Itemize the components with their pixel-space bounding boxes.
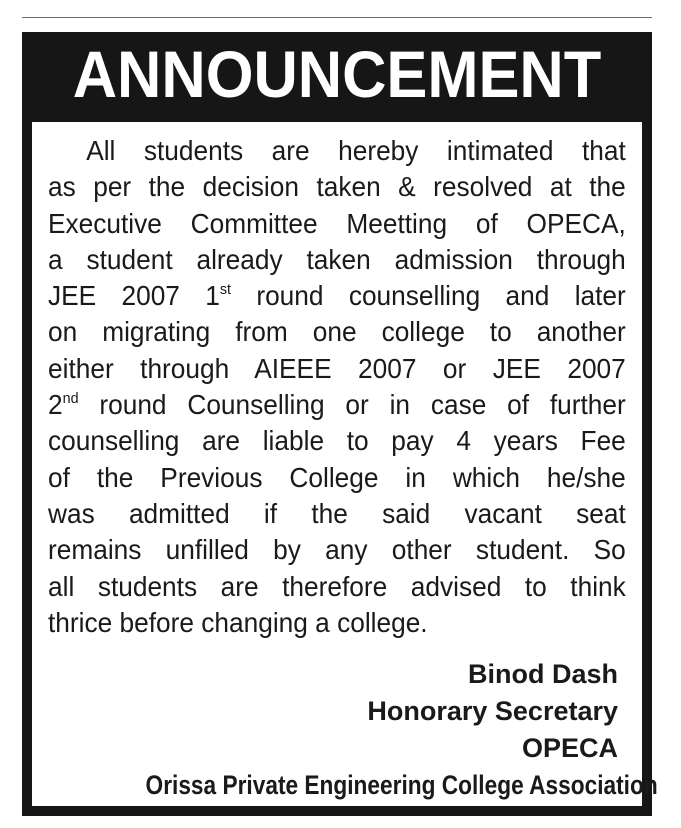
signatory-name: Binod Dash (467, 659, 618, 689)
body-line-part: round Counselling or in case of further (78, 389, 626, 421)
body-line: on migrating from one college to another (48, 316, 626, 348)
signature-block (367, 656, 618, 767)
body-line: a student already taken admission through (48, 243, 626, 275)
body-line-part: round counselling and later (231, 280, 626, 312)
body-line: Executive Committee Meetting of OPECA, (48, 207, 626, 239)
body-line: either through AIEEE 2007 or JEE 2007 (48, 352, 626, 384)
signatory-org-short: OPECA (521, 733, 618, 763)
body-line: remains unfilled by any other student. So (48, 534, 626, 566)
body-line: as per the decision taken & resolved at the (48, 171, 626, 203)
announcement-box (22, 32, 658, 816)
association-name-line (48, 768, 658, 802)
body-line: was admitted if the said vacant seat (48, 497, 626, 529)
body-line (48, 387, 626, 423)
body-line: counselling are liable to pay 4 years Fee (48, 425, 626, 457)
body-line: All students are hereby intimated that (86, 135, 626, 166)
body-line (48, 278, 626, 314)
signatory-org-full: Orissa Private Engineering College Association (145, 770, 658, 800)
body-line: thrice before changing a college. (48, 606, 428, 638)
top-rule (22, 17, 652, 18)
body-line-part: JEE 2007 1 (48, 280, 220, 312)
announcement-body-panel (32, 122, 658, 806)
announcement-body (48, 133, 626, 641)
body-line: of the Previous College in which he/she (48, 461, 626, 493)
body-line: all students are therefore advised to think (48, 570, 626, 602)
ordinal-superscript: st (219, 281, 232, 299)
announcement-title: ANNOUNCEMENT (72, 37, 602, 111)
ordinal-superscript: nd (62, 390, 79, 408)
body-line-part: 2 (48, 389, 63, 421)
signatory-designation: Honorary Secretary (367, 696, 618, 726)
